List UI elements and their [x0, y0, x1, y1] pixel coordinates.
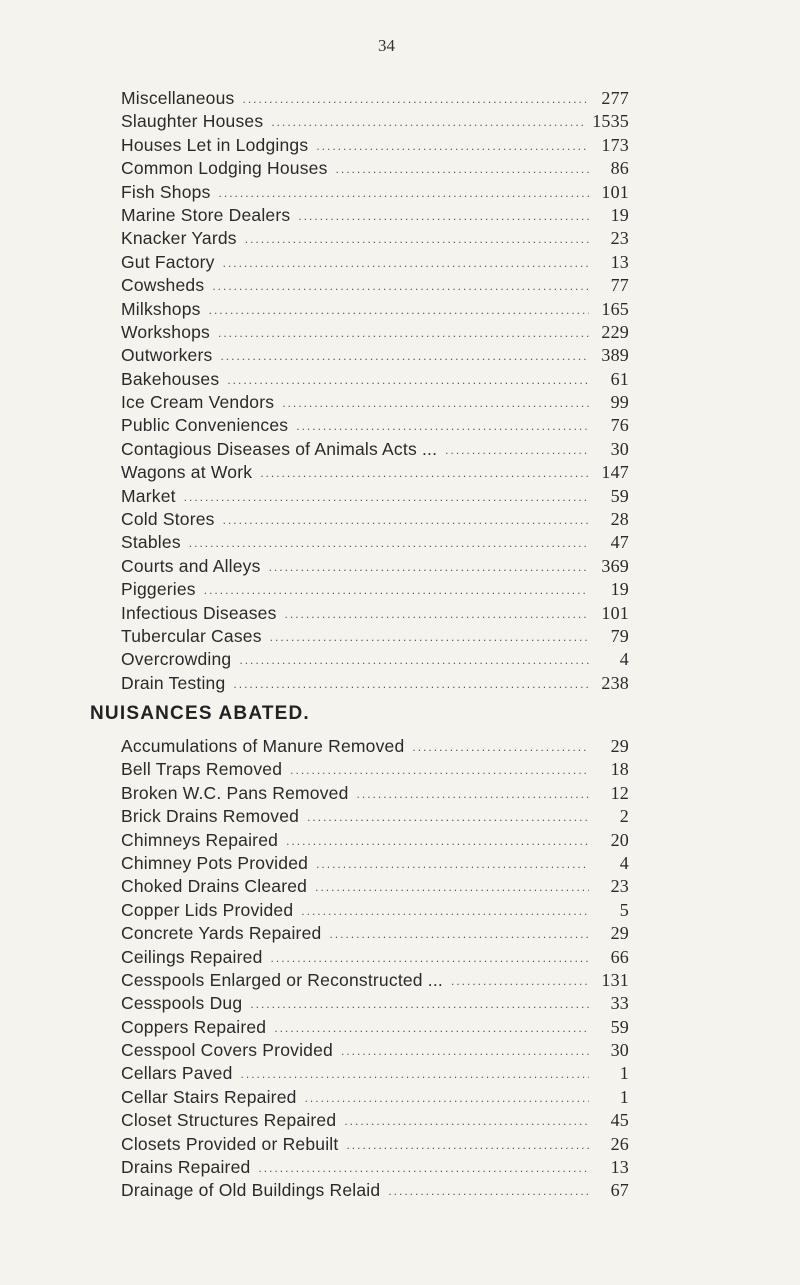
item-count: 2 [619, 806, 629, 827]
dot-leader [260, 466, 589, 480]
dot-leader [316, 139, 589, 153]
item-count: 131 [601, 969, 629, 990]
item-count: 173 [601, 134, 629, 155]
item-label: Stables [121, 532, 181, 553]
item-label: Overcrowding [121, 649, 232, 670]
list-item [121, 462, 629, 485]
list-item [121, 228, 629, 251]
list-item [121, 369, 629, 392]
dot-leader [298, 209, 589, 223]
item-label: Cellars Paved [121, 1063, 233, 1084]
item-label: Tubercular Cases [121, 625, 262, 646]
list-item [121, 876, 629, 899]
item-label: Drain Testing [121, 672, 226, 693]
item-label: Closet Structures Repaired [121, 1110, 337, 1131]
list-item [121, 923, 629, 946]
item-label: Ceilings Repaired [121, 946, 263, 967]
list-item [121, 673, 629, 696]
item-label: Drains Repaired [121, 1157, 251, 1178]
list-item [121, 736, 629, 759]
dot-leader [271, 115, 586, 129]
item-label: Gut Factory [121, 251, 215, 272]
dot-leader [285, 607, 589, 621]
list-item [121, 806, 629, 829]
dot-leader [336, 162, 589, 176]
item-label: Knacker Yards [121, 228, 237, 249]
dot-leader [243, 92, 590, 106]
item-label: Common Lodging Houses [121, 158, 328, 179]
item-count: 13 [610, 1157, 629, 1178]
item-count: 19 [610, 579, 629, 600]
item-label: Bakehouses [121, 368, 220, 389]
item-label: Cesspool Covers Provided [121, 1040, 333, 1061]
list-item [121, 993, 629, 1016]
list-item [121, 205, 629, 228]
item-label: Cellar Stairs Repaired [121, 1086, 297, 1107]
dot-leader [341, 1044, 589, 1058]
item-label: Cesspools Dug [121, 993, 243, 1014]
list-item [121, 1017, 629, 1040]
item-label: Chimney Pots Provided [121, 852, 309, 873]
item-label: Choked Drains Cleared [121, 876, 308, 897]
list-item [121, 88, 629, 111]
list-item [121, 626, 629, 649]
list-item [121, 1180, 629, 1203]
list-item [121, 345, 629, 368]
item-count: 229 [601, 321, 629, 342]
dot-leader [357, 787, 589, 801]
list-item [121, 158, 629, 181]
dot-leader [220, 349, 589, 363]
item-label: Ice Cream Vendors [121, 392, 275, 413]
item-count: 1535 [592, 111, 629, 132]
item-count: 165 [601, 298, 629, 319]
dot-leader [241, 1067, 589, 1081]
item-count: 86 [610, 158, 629, 179]
nuisances-abated-list [121, 736, 629, 1204]
dot-leader [209, 303, 589, 317]
dot-leader [445, 443, 589, 457]
item-count: 147 [601, 462, 629, 483]
item-count: 1 [619, 1086, 629, 1107]
list-item [121, 322, 629, 345]
item-label: Miscellaneous [121, 88, 235, 108]
item-label: Infectious Diseases [121, 602, 277, 623]
dot-leader [388, 1184, 589, 1198]
item-label: Workshops [121, 321, 211, 342]
item-count: 18 [610, 759, 629, 780]
item-label: Outworkers [121, 345, 213, 366]
item-count: 23 [610, 876, 629, 897]
list-item [121, 509, 629, 532]
item-count: 33 [610, 993, 629, 1014]
list-item [121, 439, 629, 462]
dot-leader [189, 536, 589, 550]
dot-leader [451, 974, 589, 988]
item-label: Cesspools Enlarged or Reconstructed ... [121, 969, 443, 990]
list-item [121, 299, 629, 322]
dot-leader [346, 1138, 589, 1152]
item-label: Broken W.C. Pans Removed [121, 782, 349, 803]
item-label: Piggeries [121, 579, 196, 600]
dot-leader [301, 904, 589, 918]
list-item [121, 111, 629, 134]
list-item [121, 970, 629, 993]
list-item [121, 853, 629, 876]
list-item [121, 135, 629, 158]
item-count: 19 [610, 204, 629, 225]
item-label: Concrete Yards Repaired [121, 923, 322, 944]
item-label: Bell Traps Removed [121, 759, 283, 780]
item-count: 20 [610, 829, 629, 850]
item-count: 12 [610, 782, 629, 803]
item-count: 369 [601, 555, 629, 576]
dot-leader [274, 1021, 589, 1035]
dot-leader [233, 677, 589, 691]
item-count: 4 [619, 852, 629, 873]
list-item [121, 783, 629, 806]
list-item [121, 1040, 629, 1063]
item-label: Closets Provided or Rebuilt [121, 1133, 339, 1154]
item-label: Marine Store Dealers [121, 204, 291, 225]
list-item [121, 392, 629, 415]
list-item [121, 603, 629, 626]
list-item [121, 830, 629, 853]
page-number: 34 [378, 36, 395, 55]
list-item [121, 1063, 629, 1086]
dot-leader [329, 927, 589, 941]
dot-leader [223, 256, 589, 270]
item-label: Cowsheds [121, 275, 205, 296]
dot-leader [223, 513, 589, 527]
item-count: 67 [610, 1180, 629, 1201]
dot-leader [212, 279, 589, 293]
item-label: Courts and Alleys [121, 555, 261, 576]
list-item [121, 486, 629, 509]
item-count: 277 [601, 88, 629, 108]
item-label: Market [121, 485, 176, 506]
item-label: Wagons at Work [121, 462, 253, 483]
item-count: 66 [610, 946, 629, 967]
dot-leader [218, 326, 589, 340]
item-label: Cold Stores [121, 509, 215, 530]
item-count: 389 [601, 345, 629, 366]
dot-leader [239, 653, 589, 667]
item-count: 5 [619, 899, 629, 920]
item-count: 238 [601, 672, 629, 693]
dot-leader [271, 951, 589, 965]
item-label: Slaughter Houses [121, 111, 264, 132]
dot-leader [344, 1114, 589, 1128]
list-item [121, 532, 629, 555]
dot-leader [315, 880, 589, 894]
section-heading-nuisances-abated: NUISANCES ABATED. [90, 703, 310, 724]
item-label: Coppers Repaired [121, 1016, 267, 1037]
item-count: 99 [610, 392, 629, 413]
item-label: Chimneys Repaired [121, 829, 279, 850]
item-label: Fish Shops [121, 181, 211, 202]
inspections-list [121, 88, 629, 696]
dot-leader [296, 419, 589, 433]
item-count: 26 [610, 1133, 629, 1154]
dot-leader [227, 373, 589, 387]
item-count: 4 [619, 649, 629, 670]
item-label: Milkshops [121, 298, 201, 319]
item-count: 101 [601, 602, 629, 623]
list-item [121, 1134, 629, 1157]
list-item [121, 579, 629, 602]
dot-leader [269, 560, 589, 574]
item-count: 77 [610, 275, 629, 296]
item-label: Brick Drains Removed [121, 806, 300, 827]
list-item [121, 1110, 629, 1133]
item-count: 76 [610, 415, 629, 436]
dot-leader [286, 834, 589, 848]
dot-leader [282, 396, 589, 410]
item-count: 29 [610, 923, 629, 944]
list-item [121, 759, 629, 782]
dot-leader [204, 583, 589, 597]
item-label: Copper Lids Provided [121, 899, 294, 920]
dot-leader [219, 186, 589, 200]
list-item [121, 649, 629, 672]
item-label: Contagious Diseases of Animals Acts ... [121, 438, 438, 459]
dot-leader [184, 490, 589, 504]
dot-leader [290, 763, 589, 777]
list-item [121, 1087, 629, 1110]
dot-leader [305, 1091, 589, 1105]
item-count: 101 [601, 181, 629, 202]
item-label: Drainage of Old Buildings Relaid [121, 1180, 381, 1201]
dot-leader [258, 1161, 589, 1175]
item-label: Accumulations of Manure Removed [121, 736, 405, 756]
list-item [121, 275, 629, 298]
list-item [121, 415, 629, 438]
list-item [121, 1157, 629, 1180]
item-label: Houses Let in Lodgings [121, 134, 309, 155]
item-count: 30 [610, 438, 629, 459]
item-label: Public Conveniences [121, 415, 289, 436]
item-count: 13 [610, 251, 629, 272]
dot-leader [270, 630, 589, 644]
item-count: 59 [610, 485, 629, 506]
item-count: 1 [619, 1063, 629, 1084]
list-item [121, 556, 629, 579]
item-count: 45 [610, 1110, 629, 1131]
item-count: 28 [610, 509, 629, 530]
item-count: 79 [610, 625, 629, 646]
item-count: 23 [610, 228, 629, 249]
dot-leader [307, 810, 589, 824]
list-item [121, 947, 629, 970]
list-item [121, 252, 629, 275]
dot-leader [316, 857, 589, 871]
dot-leader [250, 997, 589, 1011]
item-count: 47 [610, 532, 629, 553]
item-count: 30 [610, 1040, 629, 1061]
list-item [121, 900, 629, 923]
item-count: 59 [610, 1016, 629, 1037]
item-count: 61 [610, 368, 629, 389]
dot-leader [412, 740, 589, 754]
list-item [121, 182, 629, 205]
dot-leader [245, 232, 589, 246]
item-count: 29 [610, 736, 629, 756]
